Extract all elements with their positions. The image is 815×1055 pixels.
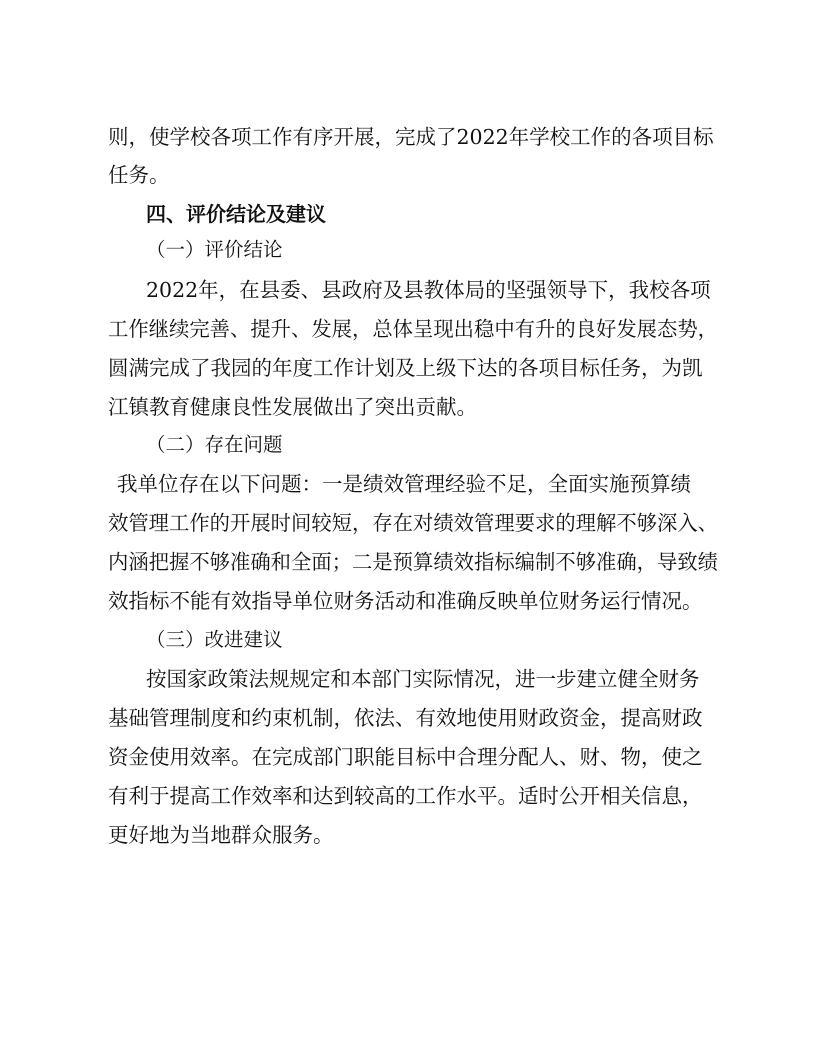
paragraph-line: 2022年，在县委、县政府及县教体局的坚强领导下，我校各项 (146, 278, 711, 302)
paragraph-line: 工作继续完善、提升、发展，总体呈现出稳中有升的良好发展态势， (108, 317, 719, 341)
paragraph-line: 资金使用效率。在完成部门职能目标中合理分配人、财、物，使之 (108, 745, 703, 769)
paragraph-line: 效管理工作的开展时间较短，存在对绩效管理要求的理解不够深入、 (108, 511, 719, 535)
paragraph-line: 则，使学校各项工作有序开展，完成了2022年学校工作的各项目标 (108, 125, 714, 149)
paragraph-line: 圆满完成了我园的年度工作计划及上级下达的各项目标任务，为凯 (108, 356, 703, 380)
section-heading: 四、评价结论及建议 (146, 202, 326, 226)
paragraph-line: 我单位存在以下问题：一是绩效管理经验不足，全面实施预算绩 (117, 472, 691, 496)
paragraph-line: 江镇教育健康良性发展做出了突出贡献。 (108, 395, 477, 419)
subsection-heading: （一）评价结论 (146, 238, 283, 261)
subsection-heading: （三）改进建议 (146, 628, 283, 651)
paragraph-line: 有利于提高工作效率和达到较高的工作水平。适时公开相关信息， (108, 784, 703, 808)
paragraph-line: 任务。 (108, 163, 170, 187)
paragraph-line: 按国家政策法规规定和本部门实际情况，进一步建立健全财务 (146, 667, 700, 691)
paragraph-line: 效指标不能有效指导单位财务活动和准确反映单位财务运行情况。 (108, 589, 703, 613)
paragraph-line: 内涵把握不够准确和全面；二是预算绩效指标编制不够准确，导致绩 (108, 550, 719, 574)
paragraph-line: 更好地为当地群众服务。 (108, 823, 334, 847)
subsection-heading: （二）存在问题 (146, 433, 283, 456)
paragraph-line: 基础管理制度和约束机制，依法、有效地使用财政资金，提高财政 (108, 706, 703, 730)
